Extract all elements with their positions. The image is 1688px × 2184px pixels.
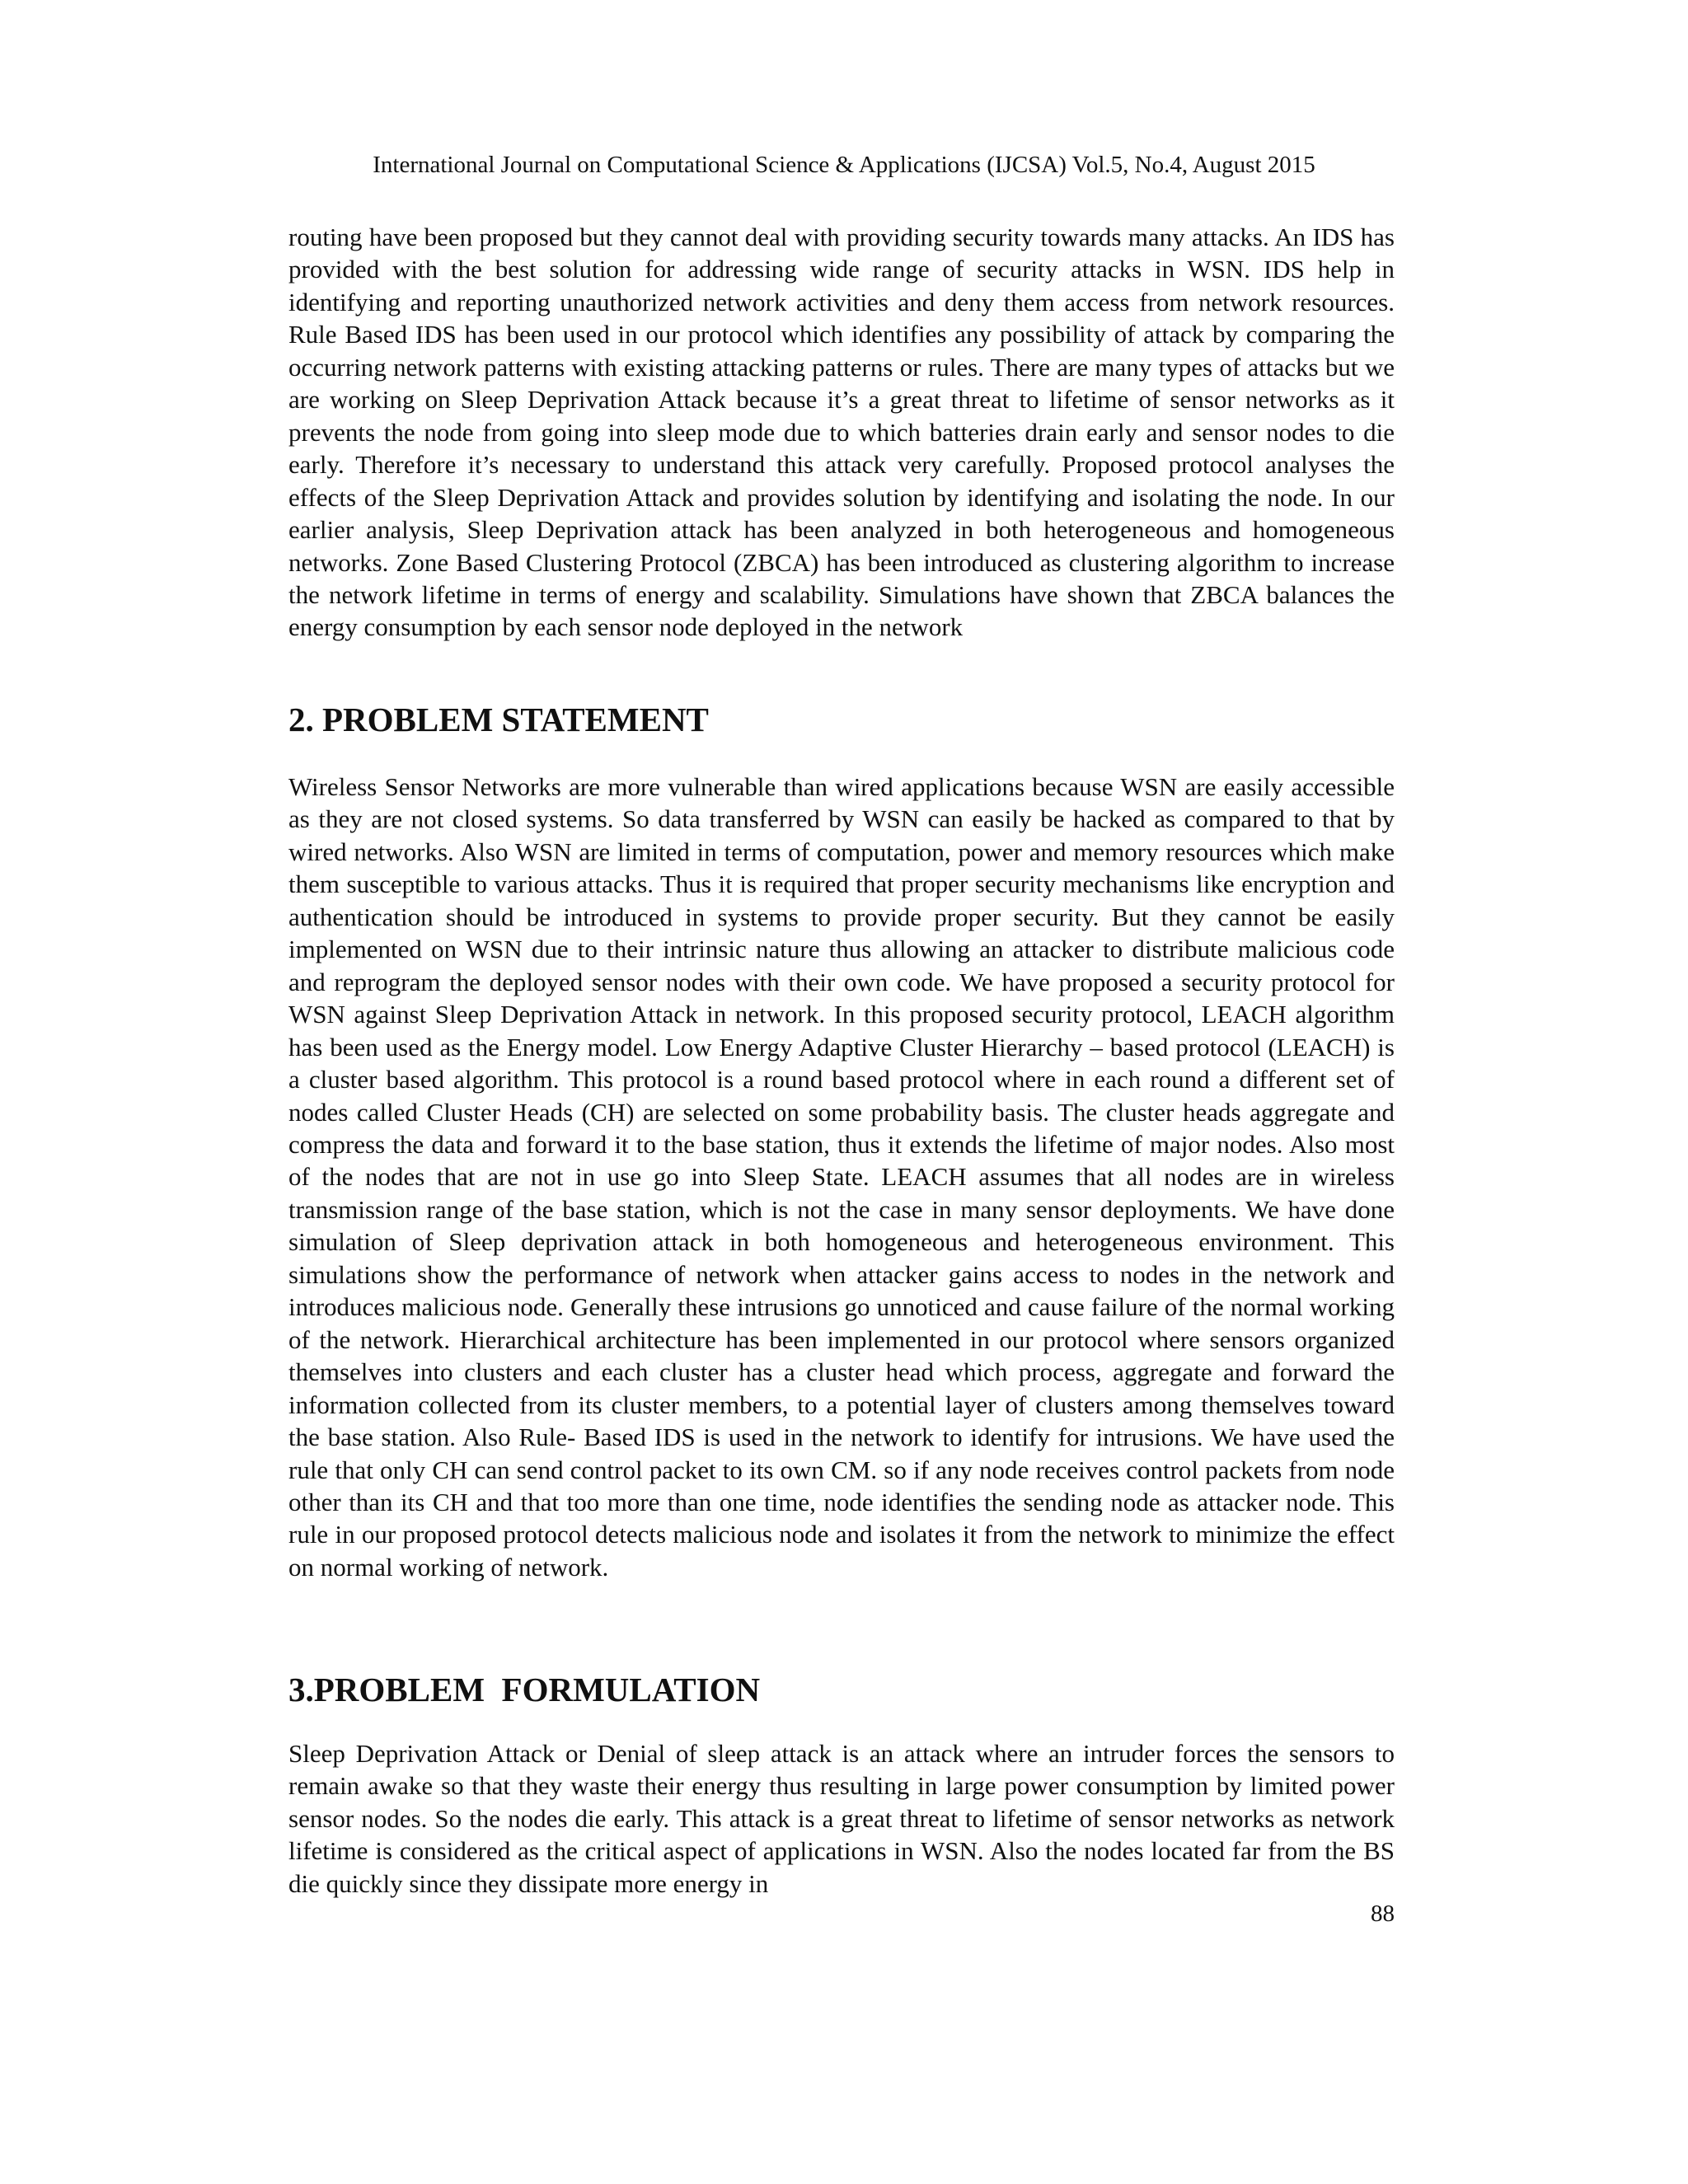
section-heading-problem-formulation: 3.PROBLEM FORMULATION: [288, 1671, 761, 1708]
intro-paragraph: routing have been proposed but they cannot deal with providing security towards many attacks. An IDS has provided with the best solution for addressing wide range of security attacks in WSN. IDS help in identifying and reporting unauthorized network activities and deny them access from network resources. Rule Based IDS has been used in our protocol which identifies any possibility of attack by comparing the occurring network patterns with existing attacking patterns or rules. There are many types of attacks but we are working on Sleep Deprivation Attack because it’s a great threat to lifetime of sensor networks as it prevents the node from going into sleep mode due to which batteries drain early and sensor nodes to die early. Therefore it’s necessary to understand this attack very carefully. Proposed protocol analyses the effects of the Sleep Deprivation Attack and provides solution by identifying and isolating the node. In our earlier analysis, Sleep Deprivation attack has been analyzed in both heterogeneous and homogeneous networks. Zone Based Clustering Protocol (ZBCA) has been introduced as clustering algorithm to increase the network lifetime in terms of energy and scalability. Simulations have shown that ZBCA balances the energy consumption by each sensor node deployed in the network: [288, 223, 1395, 642]
problem-formulation-paragraph: Sleep Deprivation Attack or Denial of sleep attack is an attack where an intruder forces the sensors to remain awake so that they waste their energy thus resulting in large power consumption by limited power sensor nodes. So the nodes die early. This attack is a great threat to lifetime of sensor networks as network lifetime is considered as the critical aspect of applications in WSN. Also the nodes located far from the BS die quickly since they dissipate more energy in: [288, 1739, 1395, 1898]
problem-statement-paragraph: Wireless Sensor Networks are more vulnerable than wired applications because WSN are easily accessible as they are not closed systems. So data transferred by WSN can easily be hacked as compared to that by wired networks. Also WSN are limited in terms of computation, power and memory resources which make them susceptible to various attacks. Thus it is required that proper security mechanisms like encryption and authentication should be introduced in systems to provide proper security. But they cannot be easily implemented on WSN due to their intrinsic nature thus allowing an attacker to distribute malicious code and reprogram the deployed sensor nodes with their own code. We have proposed a security protocol for WSN against Sleep Deprivation Attack in network. In this proposed security protocol, LEACH algorithm has been used as the Energy model. Low Energy Adaptive Cluster Hierarchy – based protocol (LEACH) is a cluster based algorithm. This protocol is a round based protocol where in each round a different set of nodes called Cluster Heads (CH) are selected on some probability basis. The cluster heads aggregate and compress the data and forward it to the base station, thus it extends the lifetime of major nodes. Also most of the nodes that are not in use go into Sleep State. LEACH assumes that all nodes are in wireless transmission range of the base station, which is not the case in many sensor deployments. We have done simulation of Sleep deprivation attack in both homogeneous and heterogeneous environment. This simulations show the performance of network when attacker gains access to nodes in the network and introduces malicious node. Generally these intrusions go unnoticed and cause failure of the normal working of the network. Hierarchical architecture has been implemented in our protocol where sensors organized themselves into clusters and each cluster has a cluster head which process, aggregate and forward the information collected from its cluster members, to a potential layer of clusters among themselves toward the base station. Also Rule- Based IDS is used in the network to identify for intrusions. We have used the rule that only CH can send control packet to its own CM. so if any node receives control packets from node other than its CH and that too more than one time, node identifies the sending node as attacker node. This rule in our proposed protocol detects malicious node and isolates it from the network to minimize the effect on normal working of network.: [288, 772, 1395, 1582]
section-heading-problem-statement: 2. PROBLEM STATEMENT: [288, 701, 709, 738]
page-number: 88: [1371, 1900, 1395, 1927]
running-header: International Journal on Computational Science & Applications (IJCSA) Vol.5, No.4, August 2015: [373, 152, 1315, 178]
